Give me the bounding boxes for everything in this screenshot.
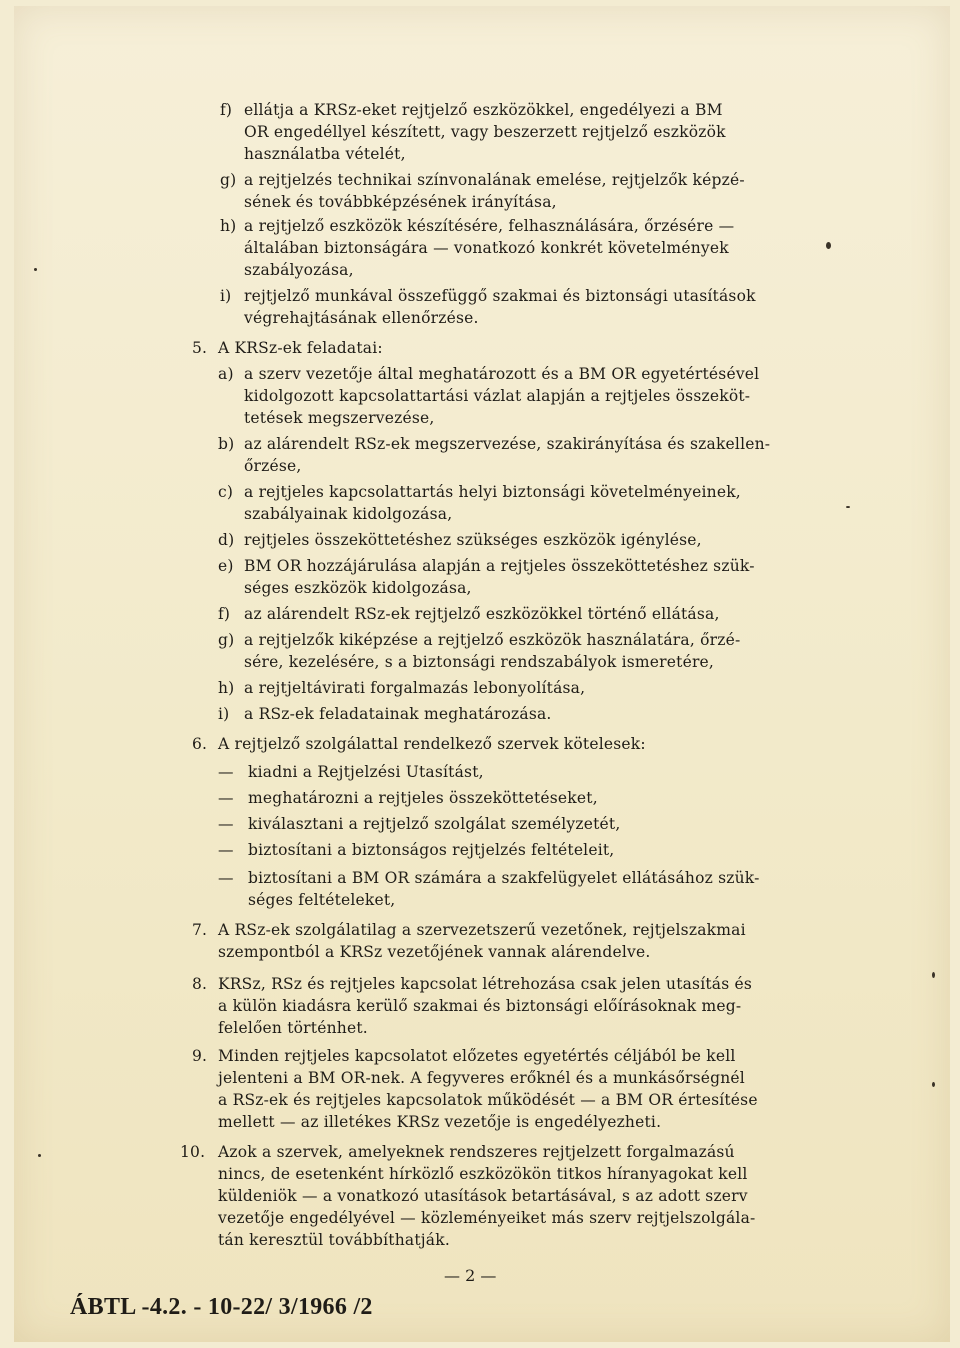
item-marker: f)	[220, 101, 233, 119]
paragraph-number: 7.	[192, 921, 208, 939]
item-text-line: a rejtjeles kapcsolattartás helyi biztonsági követelményeinek,	[244, 483, 741, 501]
item-text-line: ellátja a KRSz-eket rejtjelző eszközökkel, engedélyezi a BM	[244, 101, 723, 119]
paragraph-line: felelően történhet.	[218, 1019, 368, 1037]
item-text-line: a rejtjeltávirati forgalmazás lebonyolítása,	[244, 679, 586, 697]
item-text-line: a rejtjelzés technikai színvonalának emelése, rejtjelzők képzé-	[244, 171, 745, 189]
item-text-line: a rejtjelző eszközök készítésére, felhasználására, őrzésére —	[244, 217, 735, 235]
item-text-line: az alárendelt RSz-ek megszervezése, szakirányítása és szakellen-	[244, 435, 771, 453]
item-text-line: séges eszközök kidolgozása,	[244, 579, 472, 597]
dash-marker: —	[218, 763, 234, 781]
paragraph-number: 8.	[192, 975, 208, 993]
item-text-line: kiadni a Rejtjelzési Utasítást,	[248, 763, 484, 781]
item-text-line: szabályainak kidolgozása,	[244, 505, 453, 523]
dash-marker: —	[218, 841, 234, 859]
item-text-line: rejtjeles összeköttetéshez szükséges eszközök igénylése,	[244, 531, 702, 549]
item-marker: g)	[220, 171, 237, 189]
document-page	[14, 6, 950, 1342]
item-marker: f)	[218, 605, 231, 623]
archive-reference: ÁBTL -4.2. - 10-22/ 3/1966 /2	[70, 1294, 373, 1320]
item-text-line: sére, kezelésére, s a biztonsági rendszabályok ismeretére,	[244, 653, 715, 671]
scan-speck	[846, 506, 850, 508]
item-marker: h)	[218, 679, 235, 697]
item-text-line: meghatározni a rejtjeles összeköttetéseket,	[248, 789, 598, 807]
item-text-line: általában biztonságára — vonatkozó konkrét követelmények	[244, 239, 729, 257]
dash-marker: —	[218, 789, 234, 807]
section-number: 6.	[192, 735, 208, 753]
section-heading: A KRSz-ek feladatai:	[218, 339, 383, 357]
item-text-line: kiválasztani a rejtjelző szolgálat személyzetét,	[248, 815, 621, 833]
item-marker: g)	[218, 631, 235, 649]
paragraph-line: vezetője engedélyével — közleményeiket más szerv rejtjelszolgála-	[218, 1209, 756, 1227]
paragraph-line: a RSz-ek és rejtjeles kapcsolatok működését — a BM OR értesítése	[218, 1091, 758, 1109]
item-text-line: OR engedéllyel készített, vagy beszerzett rejtjelző eszközök	[244, 123, 726, 141]
page-number: — 2 —	[444, 1266, 497, 1285]
paragraph-line: küldeniök — a vonatkozó utasítások betartásával, s az adott szerv	[218, 1187, 748, 1205]
item-text-line: biztosítani a BM OR számára a szakfelügyelet ellátásához szük-	[248, 869, 760, 887]
item-marker: i)	[218, 705, 230, 723]
item-marker: d)	[218, 531, 235, 549]
paragraph-line: szempontból a KRSz vezetőjének vannak alárendelve.	[218, 943, 651, 961]
item-text-line: tetések megszervezése,	[244, 409, 435, 427]
item-text-line: kidolgozott kapcsolattartási vázlat alapján a rejtjeles összeköt-	[244, 387, 751, 405]
scan-speck	[932, 1082, 935, 1087]
item-marker: b)	[218, 435, 235, 453]
item-text-line: sének és továbbképzésének irányítása,	[244, 193, 557, 211]
item-marker: i)	[220, 287, 232, 305]
item-text-line: a rejtjelzők kiképzése a rejtjelző eszközök használatára, őrzé-	[244, 631, 741, 649]
item-text-line: BM OR hozzájárulása alapján a rejtjeles összeköttetéshez szük-	[244, 557, 755, 575]
paragraph-number: 9.	[192, 1047, 208, 1065]
item-marker: h)	[220, 217, 237, 235]
item-text-line: a szerv vezetője által meghatározott és a BM OR egyetértésével	[244, 365, 760, 383]
paragraph-line: A RSz-ek szolgálatilag a szervezetszerű vezetőnek, rejtjelszakmai	[218, 921, 746, 939]
scan-speck	[38, 1154, 41, 1157]
section-number: 5.	[192, 339, 208, 357]
paragraph-line: Minden rejtjeles kapcsolatot előzetes egyetértés céljából be kell	[218, 1047, 736, 1065]
paragraph-line: nincs, de esetenként hírközlő eszközökön titkos híranyagokat kell	[218, 1165, 748, 1183]
item-text-line: végrehajtásának ellenőrzése.	[244, 309, 479, 327]
paragraph-line: jelenteni a BM OR-nek. A fegyveres erőknél és a munkásőrségnél	[218, 1069, 745, 1087]
item-marker: c)	[218, 483, 234, 501]
dash-marker: —	[218, 815, 234, 833]
item-text-line: a RSz-ek feladatainak meghatározása.	[244, 705, 552, 723]
item-text-line: séges feltételeket,	[248, 891, 396, 909]
item-text-line: őrzése,	[244, 457, 302, 475]
item-text-line: rejtjelző munkával összefüggő szakmai és biztonsági utasítások	[244, 287, 756, 305]
paragraph-line: KRSz, RSz és rejtjeles kapcsolat létrehozása csak jelen utasítás és	[218, 975, 753, 993]
paragraph-line: Azok a szervek, amelyeknek rendszeres rejtjelzett forgalmazású	[218, 1143, 735, 1161]
item-text-line: az alárendelt RSz-ek rejtjelző eszközökkel történő ellátása,	[244, 605, 720, 623]
scan-speck	[826, 242, 831, 249]
paragraph-line: tán keresztül továbbíthatják.	[218, 1231, 450, 1249]
scan-speck	[34, 268, 37, 271]
bleed-through-text	[134, 46, 162, 121]
paragraph-number: 10.	[180, 1143, 206, 1161]
item-marker: e)	[218, 557, 234, 575]
scan-speck	[932, 972, 935, 978]
item-text-line: használatba vételét,	[244, 145, 406, 163]
dash-marker: —	[218, 869, 234, 887]
section-heading: A rejtjelző szolgálattal rendelkező szervek kötelesek:	[218, 735, 646, 753]
paragraph-line: mellett — az illetékes KRSz vezetője is engedélyezheti.	[218, 1113, 662, 1131]
item-text-line: biztosítani a biztonságos rejtjelzés feltételeit,	[248, 841, 615, 859]
paragraph-line: a külön kiadásra kerülő szakmai és biztonsági előírásoknak meg-	[218, 997, 742, 1015]
item-text-line: szabályozása,	[244, 261, 354, 279]
item-marker: a)	[218, 365, 234, 383]
